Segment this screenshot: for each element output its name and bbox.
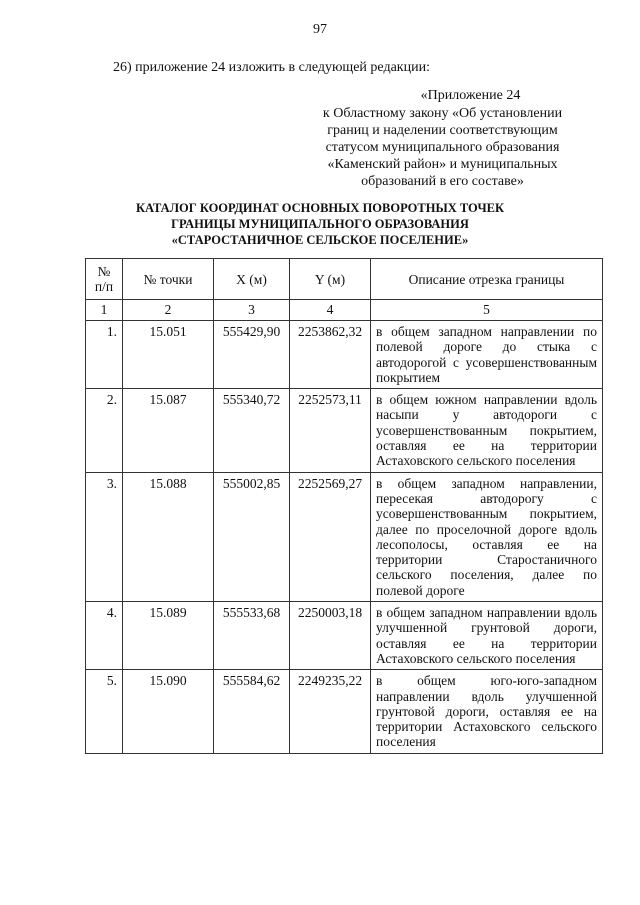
row-index: 2.: [86, 389, 123, 472]
table-row: [86, 472, 603, 601]
column-number: 4: [290, 300, 371, 321]
appendix-line: образований в его составе»: [361, 174, 524, 189]
x-coordinate: 555584,62: [214, 670, 290, 753]
point-number: 15.090: [123, 670, 214, 753]
column-number: 1: [86, 300, 123, 321]
appendix-header: [300, 87, 585, 190]
header-x: X (м): [214, 259, 290, 300]
appendix-line: границ и наделении соответствующим: [327, 123, 558, 138]
row-index: 3.: [86, 472, 123, 601]
segment-description: в общем юго-юго-западном направлении вдоль улучшенной грунтовой дороги, оставляя ее на территории Астаховского сельского поселения: [371, 670, 603, 753]
catalog-title: [0, 200, 640, 248]
page-number: 97: [313, 22, 327, 37]
y-coordinate: 2252569,27: [290, 472, 371, 601]
row-index: 4.: [86, 602, 123, 670]
table-header-row: [86, 259, 603, 300]
header-point: № точки: [123, 259, 214, 300]
appendix-line: к Областному закону «Об установлении: [322, 106, 563, 121]
segment-description: в общем западном направлении, пересекая автодорогу с усовершенствованным покрытием, далее по проселочной дороге вдоль лесополосы, оставляя ее на территории Старостаничного сельского поселения, далее по полевой дороге: [371, 472, 603, 601]
y-coordinate: 2253862,32: [290, 321, 371, 389]
appendix-line: статусом муниципального образования: [325, 140, 560, 155]
column-number-row: [86, 300, 603, 321]
header-index-line2: п/п: [94, 279, 114, 294]
column-number: 3: [214, 300, 290, 321]
header-description: Описание отрезка границы: [371, 259, 603, 300]
segment-description: в общем южном направлении вдоль насыпи у автодороги с усовершенствованным покрытием, оставляя ее на территории Астаховского сельского поселения: [371, 389, 603, 472]
segment-description: в общем западном направлении по полевой дороге до стыка с автодорогой с усовершенствованным покрытием: [371, 321, 603, 389]
table-row: [86, 670, 603, 753]
appendix-line: «Каменский район» и муниципальных: [327, 157, 558, 172]
row-index: 1.: [86, 321, 123, 389]
header-index-line1: №: [97, 264, 111, 279]
table-row: [86, 602, 603, 670]
row-index: 5.: [86, 670, 123, 753]
y-coordinate: 2250003,18: [290, 602, 371, 670]
column-number: 2: [123, 300, 214, 321]
appendix-title: «Приложение 24: [420, 88, 521, 103]
point-number: 15.088: [123, 472, 214, 601]
point-number: 15.089: [123, 602, 214, 670]
coordinates-table: [85, 258, 603, 754]
x-coordinate: 555002,85: [214, 472, 290, 601]
table-row: [86, 389, 603, 472]
x-coordinate: 555533,68: [214, 602, 290, 670]
segment-description: в общем западном направлении вдоль улучшенной грунтовой дороги, оставляя ее на территории Астаховского сельского поселения: [371, 602, 603, 670]
column-number: 5: [371, 300, 603, 321]
point-number: 15.051: [123, 321, 214, 389]
catalog-title-line: «СТАРОСТАНИЧНОЕ СЕЛЬСКОЕ ПОСЕЛЕНИЕ»: [171, 233, 469, 247]
x-coordinate: 555340,72: [214, 389, 290, 472]
y-coordinate: 2249235,22: [290, 670, 371, 753]
intro-line: 26) приложение 24 изложить в следующей редакции:: [113, 60, 430, 75]
x-coordinate: 555429,90: [214, 321, 290, 389]
catalog-title-line: ГРАНИЦЫ МУНИЦИПАЛЬНОГО ОБРАЗОВАНИЯ: [171, 217, 469, 231]
catalog-title-line: КАТАЛОГ КООРДИНАТ ОСНОВНЫХ ПОВОРОТНЫХ ТОЧЕК: [135, 201, 505, 215]
y-coordinate: 2252573,11: [290, 389, 371, 472]
header-y: Y (м): [290, 259, 371, 300]
table-row: [86, 321, 603, 389]
point-number: 15.087: [123, 389, 214, 472]
header-index: [86, 259, 123, 300]
